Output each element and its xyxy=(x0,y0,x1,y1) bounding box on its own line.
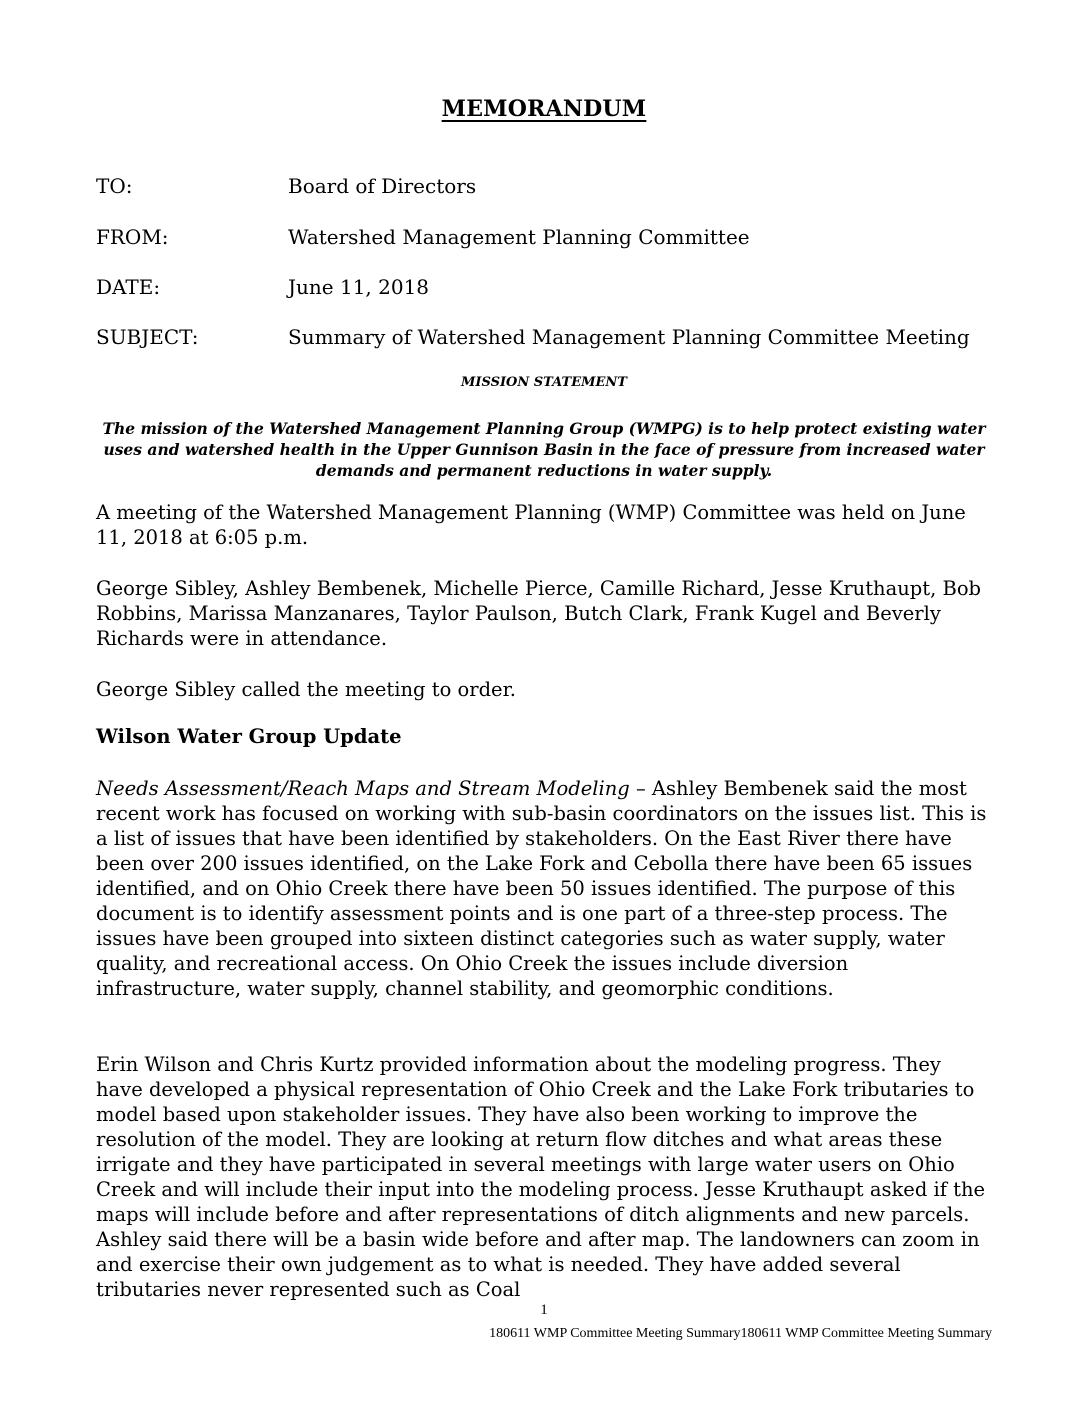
footer-document-name: 180611 WMP Committee Meeting Summary180611 WMP Committee Meeting Summary xyxy=(489,1326,992,1341)
memo-subject-row xyxy=(96,325,996,353)
memo-from-value: Watershed Management Planning Committee xyxy=(288,225,750,249)
section-heading: Wilson Water Group Update xyxy=(96,725,402,748)
needs-assessment-lead-in: Needs Assessment/Reach Maps and Stream Modeling xyxy=(96,777,630,800)
memo-to-label: TO: xyxy=(96,174,133,198)
call-to-order-paragraph: George Sibley called the meeting to order. xyxy=(96,678,516,701)
memo-subject-value: Summary of Watershed Management Planning Committee Meeting xyxy=(288,325,970,349)
page-number: 1 xyxy=(540,1302,548,1318)
needs-assessment-text: – Ashley Bembenek said the most recent work has focused on working with sub-basin coordinators on the issues list. This is a list of issues that have been identified by stakeholders. On the East River there have been over 200 issues identified, on the Lake Fork and Cebolla there have been 65 issues identified, and on Ohio Creek there have been 50 issues identified. The purpose of this document is to identify assessment points and is one part of a three-step process. The issues have been grouped into sixteen distinct categories such as water supply, water quality, and recreational access. On Ohio Creek the issues include diversion infrastructure, water supply, channel stability, and geomorphic conditions. xyxy=(96,777,987,1000)
modeling-progress-paragraph: Erin Wilson and Chris Kurtz provided information about the modeling progress. They have developed a physical representation of Ohio Creek and the Lake Fork tributaries to model based upon stakeholder issues. They have also been working to improve the resolution of the model. They are looking at return flow ditches and what areas these irrigate and they have participated in several meetings with large water users on Ohio Creek and will include their input into the modeling process. Jesse Kruthaupt asked if the maps will include before and after representations of ditch alignments and new parcels. Ashley said there will be a basin wide before and after map. The landowners can zoom in and exercise their own judgement as to what is needed. They have added several tributaries never represented such as Coal xyxy=(96,1053,986,1301)
memo-date-row xyxy=(96,275,996,303)
memo-title: MEMORANDUM xyxy=(441,96,647,122)
memo-date-value: June 11, 2018 xyxy=(288,275,430,299)
needs-assessment-paragraph xyxy=(96,776,992,1001)
meeting-intro-paragraph: A meeting of the Watershed Management Planning (WMP) Committee was held on June 11, 2018 at 6:05 p.m. xyxy=(96,501,966,549)
attendance-paragraph: George Sibley, Ashley Bembenek, Michelle Pierce, Camille Richard, Jesse Kruthaupt, Bob Robbins, Marissa Manzanares, Taylor Paulson, Butch Clark, Frank Kugel and Beverly Richards were in attendance. xyxy=(96,577,982,650)
memo-date-label: DATE: xyxy=(96,275,161,299)
memo-to-row xyxy=(96,174,996,202)
memo-subject-label: SUBJECT: xyxy=(96,325,199,349)
memo-from-row xyxy=(96,225,996,253)
mission-statement-title: MISSION STATEMENT xyxy=(461,375,627,390)
mission-statement-text: The mission of the Watershed Management Planning Group (WMPG) is to help protect existing water uses and watershed health in the Upper Gunnison Basin in the face of pressure from increased water demands and permanent reductions in water supply. xyxy=(102,419,986,480)
memo-to-value: Board of Directors xyxy=(288,174,477,198)
memo-from-label: FROM: xyxy=(96,225,169,249)
